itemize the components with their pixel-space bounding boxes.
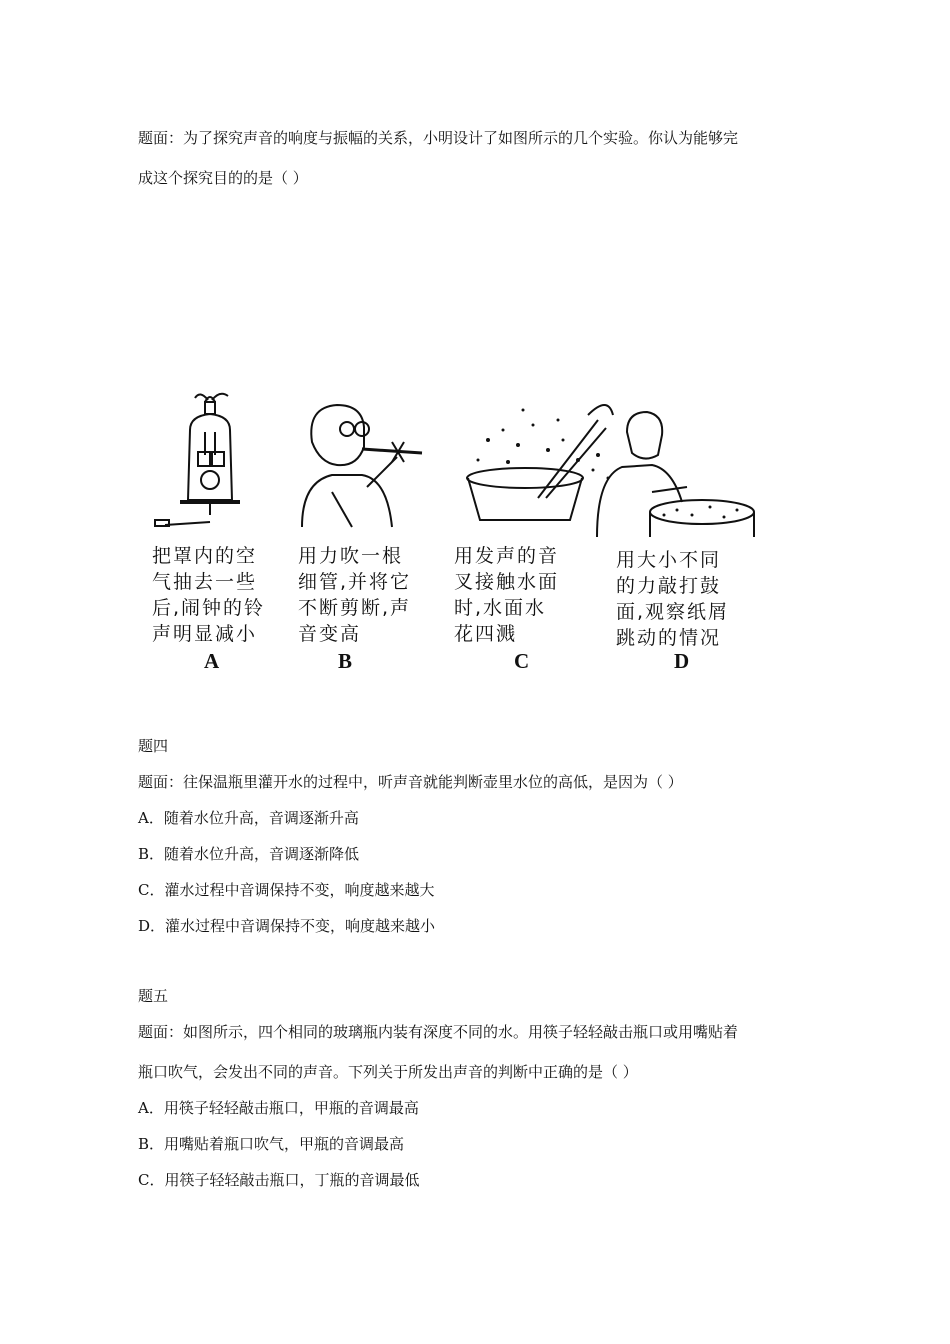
caption-d-line: 用大小不同 (616, 549, 722, 571)
question4-option-d: D．灌水过程中音调保持不变，响度越来越小 (138, 917, 436, 935)
question3-stem-line1: 题面：为了探究声音的响度与振幅的关系，小明设计了如图所示的几个实验。你认为能够完 (138, 129, 739, 147)
caption-c (454, 543, 559, 647)
panel-letter-d: D (674, 649, 690, 673)
caption-d (616, 547, 729, 651)
caption-c-line: 用发声的音 (454, 545, 560, 567)
caption-d-line: 的力敲打鼓 (616, 575, 722, 597)
tube-blowing-illustration (292, 397, 432, 537)
question4-stem: 题面：往保温瓶里灌开水的过程中，听声音就能判断壶里水位的高低，是因为（ ） (138, 773, 683, 791)
question5-stem-line1: 题面：如图所示，四个相同的玻璃瓶内装有深度不同的水。用筷子轻轻敲击瓶口或用嘴贴着 (138, 1023, 739, 1041)
drum-illustration (592, 407, 757, 539)
panel-letter-b: B (338, 649, 353, 673)
question5-heading: 题五 (138, 987, 169, 1005)
question4-option-c: C．灌水过程中音调保持不变，响度越来越大 (138, 881, 435, 899)
experiment-figure (140, 385, 760, 685)
caption-a-line: 把罩内的空 (152, 545, 258, 567)
question5-option-b: B．用嘴贴着瓶口吹气，甲瓶的音调最高 (138, 1135, 405, 1153)
question3-stem-line2: 成这个探究目的的是（ ） (138, 169, 308, 187)
caption-a (152, 543, 265, 647)
caption-a-line: 气抽去一些 (152, 571, 258, 593)
bell-jar-illustration (150, 390, 270, 540)
caption-d-line: 面,观察纸屑 (616, 601, 730, 623)
caption-c-line: 花四溅 (454, 623, 518, 645)
caption-c-line: 时,水面水 (454, 597, 547, 619)
caption-b-line: 不断剪断,声 (298, 597, 412, 619)
panel-letter-a: A (204, 649, 220, 673)
caption-b-line: 用力吹一根 (298, 545, 404, 567)
caption-c-line: 叉接触水面 (454, 571, 560, 593)
question4-option-b: B．随着水位升高，音调逐渐降低 (138, 845, 360, 863)
question5-stem-line2: 瓶口吹气，会发出不同的声音。下列关于所发出声音的判断中正确的是（ ） (138, 1063, 638, 1081)
caption-b (298, 543, 411, 647)
caption-d-line: 跳动的情况 (616, 627, 722, 649)
question5-option-c: C．用筷子轻轻敲击瓶口，丁瓶的音调最低 (138, 1171, 420, 1189)
question4-option-a: A．随着水位升高，音调逐渐升高 (138, 809, 359, 827)
panel-letter-c: C (514, 649, 530, 673)
caption-b-line: 细管,并将它 (298, 571, 412, 593)
question4-heading: 题四 (138, 737, 169, 755)
question5-option-a: A．用筷子轻轻敲击瓶口，甲瓶的音调最高 (138, 1099, 419, 1117)
caption-a-line: 声明显减小 (152, 623, 258, 645)
caption-a-line: 后,闹钟的铃 (152, 597, 266, 619)
caption-b-line: 音变高 (298, 623, 362, 645)
